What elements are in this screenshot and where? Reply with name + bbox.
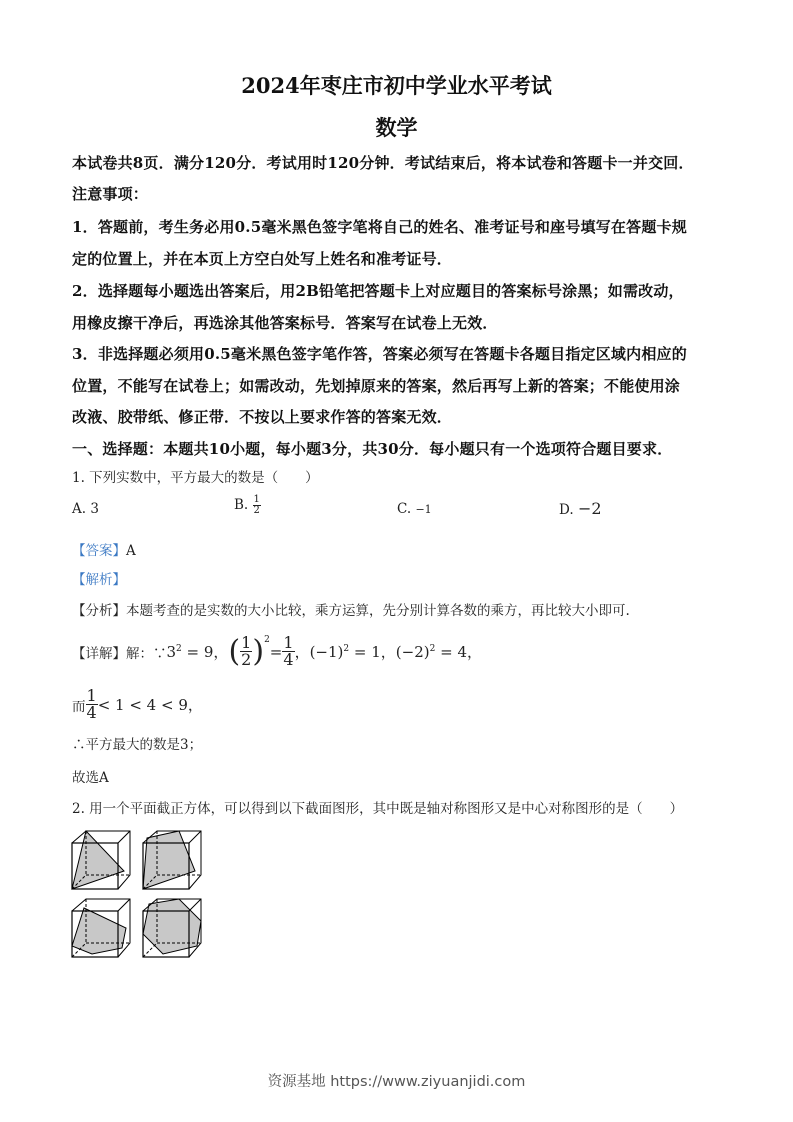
question-2-stem: 2. 用一个平面截正方体，可以得到以下截面图形，其中既是轴对称图形又是中心对称图形的是（ ）: [72, 801, 684, 817]
note-line: 改液、胶带纸、修正带．不按以上要求作答的答案无效．: [72, 408, 453, 426]
note-line: 定的位置上，并在本页上方空白处写上姓名和准考证号．: [72, 250, 453, 268]
left-paren: (: [228, 633, 241, 669]
base: (−1): [309, 643, 344, 661]
conclusion-line: ∴平方最大的数是3；: [72, 737, 203, 753]
fenxi-tag: 【分析】: [72, 603, 126, 619]
option-d-label: D.: [559, 502, 574, 518]
option-d-value: −2: [577, 499, 602, 518]
exponent: 2: [176, 644, 182, 654]
compare-line: [72, 688, 203, 721]
question-1-stem: 1. 下列实数中，平方最大的数是（ ）: [72, 470, 319, 486]
notes-heading: 注意事项：: [72, 185, 149, 203]
eq-neg1-squared: [310, 641, 396, 662]
exam-subject: 数学: [375, 115, 418, 140]
option-a-label: A.: [72, 501, 87, 517]
choice-line: 故选A: [72, 770, 109, 786]
note-line: 2．选择题每小题选出答案后，用2B铅笔把答题卡上对应题目的答案标号涂黑；如需改动，: [72, 282, 684, 300]
fraction: [240, 635, 252, 668]
eq-3-squared: [167, 641, 229, 662]
equals: =: [269, 642, 283, 661]
option-b-fraction: [253, 495, 261, 516]
fraction-denominator: 4: [86, 703, 97, 722]
detail-line: [72, 635, 482, 668]
fraction-denominator: 2: [241, 650, 252, 669]
answer-value: A: [126, 543, 136, 559]
comma: ，: [294, 643, 310, 661]
detail-tag: 【详解】: [72, 645, 126, 662]
section-heading: 一、选择题：本题共10小题，每小题3分，共30分．每小题只有一个选项符合题目要求．: [72, 440, 673, 458]
base: (−2): [395, 643, 430, 661]
option-b-label: B.: [234, 497, 249, 513]
note-line: 1．答题前，考生务必用0.5毫米黑色签字笔将自己的姓名、准考证号和座号填写在答题卡规: [72, 218, 687, 236]
option-c-label: C.: [397, 501, 412, 517]
fraction-numerator: 1: [283, 633, 294, 652]
rhs: = 4，: [435, 643, 483, 661]
note-line: 用橡皮擦干净后，再选涂其他答案标号．答案写在试卷上无效．: [72, 314, 498, 332]
option-d: [559, 499, 602, 518]
note-line: 位置，不能写在试卷上；如需改动，先划掉原来的答案，然后再写上新的答案；不能使用涂: [72, 377, 681, 395]
rhs: = 9，: [181, 643, 229, 661]
compare-prefix: 而: [72, 698, 86, 715]
option-b: [234, 495, 261, 516]
fraction-numerator: 1: [253, 494, 260, 505]
fraction: [282, 635, 294, 668]
answer-tag: 【答案】: [72, 543, 126, 559]
fenxi-line: [72, 599, 630, 619]
cube-pentagon-section-figure: [68, 894, 138, 962]
option-a: [72, 501, 99, 517]
answer-line: [72, 539, 136, 559]
fraction-denominator: 4: [283, 650, 294, 669]
exponent: 2: [343, 644, 350, 654]
exam-intro: 本试卷共8页．满分120分．考试用时120分钟．考试结束后，将本试卷和答题卡一并交回．: [72, 154, 694, 172]
fenxi-text: 本题考查的是实数的大小比较，乘方运算，先分别计算各数的乘方，再比较大小即可.: [126, 603, 630, 619]
note-line: 3．非选择题必须用0.5毫米黑色签字笔作答，答案必须写在答题卡各题目指定区域内相应的: [72, 345, 687, 363]
option-a-value: 3: [90, 501, 99, 517]
option-c: [397, 501, 432, 517]
detail-prefix: 解：∵: [126, 645, 167, 662]
cube-quadrilateral-section-figure: [139, 826, 211, 894]
fraction-numerator: 1: [86, 686, 97, 705]
exponent: 2: [429, 644, 436, 654]
fraction-numerator: 1: [241, 633, 252, 652]
exponent: 2: [264, 635, 270, 645]
analysis-line: [72, 568, 126, 588]
rhs: = 1，: [349, 643, 396, 661]
cube-triangle-section-figure: [68, 826, 138, 894]
option-c-value: −1: [415, 503, 432, 516]
watermark-footer: 资源基地 https://www.ziyuanjidi.com: [267, 1074, 526, 1090]
base: 3: [166, 643, 177, 661]
fraction: [86, 688, 98, 721]
right-paren: ): [252, 633, 265, 669]
eq-half-squared: [228, 635, 309, 668]
fraction-denominator: 2: [253, 505, 260, 516]
exam-title: 2024年枣庄市初中学业水平考试: [241, 73, 552, 98]
compare-tail: < 1 < 4 < 9，: [97, 696, 203, 714]
cube-hexagon-section-figure: [139, 894, 211, 962]
analysis-tag: 【解析】: [72, 572, 126, 588]
eq-neg2-squared: [396, 641, 482, 662]
